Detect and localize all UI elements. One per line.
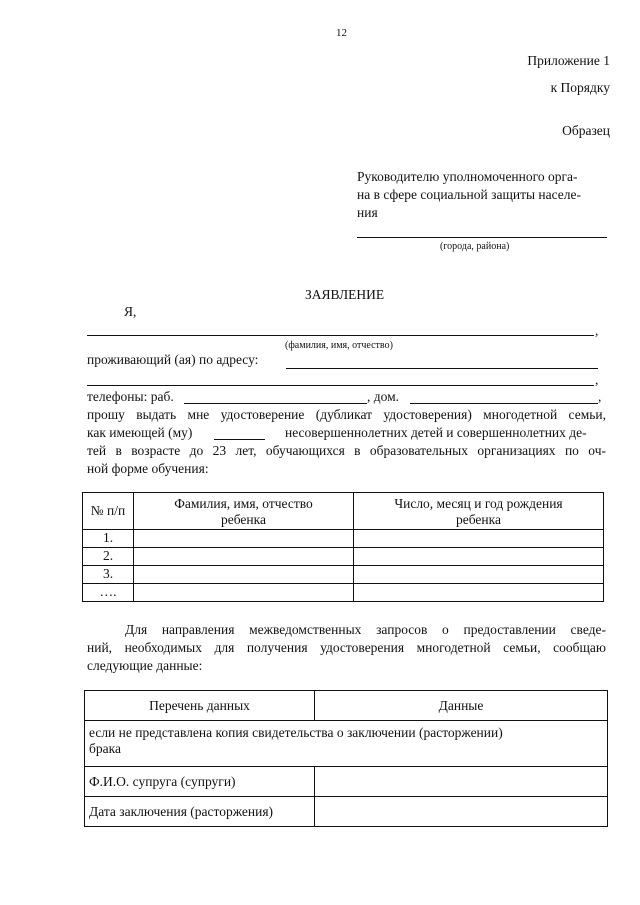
marriage-date-cell[interactable] bbox=[315, 797, 608, 827]
address-label: проживающий (ая) по адресу: bbox=[87, 352, 259, 367]
document-title: ЗАЯВЛЕНИЕ bbox=[305, 287, 385, 302]
row-number: 1. bbox=[83, 530, 134, 548]
data-table-header bbox=[85, 691, 608, 721]
fio-cell[interactable] bbox=[134, 548, 354, 566]
phone-home-line[interactable] bbox=[410, 403, 598, 404]
marriage-copy-note-line-2: брака bbox=[89, 741, 121, 756]
appendix-label: Приложение 1 bbox=[527, 53, 610, 68]
address-line-2[interactable] bbox=[87, 385, 594, 386]
birthdate-cell[interactable] bbox=[354, 566, 604, 584]
sample-label: Образец bbox=[562, 123, 610, 138]
fio-line[interactable] bbox=[87, 335, 594, 336]
row-number: …. bbox=[83, 584, 134, 602]
addressee-line-3: ния bbox=[357, 205, 378, 220]
marriage-copy-note-line-1: если не представлена копия свидетельства о заключении (расторжении) bbox=[89, 725, 503, 740]
request-line-1: прошу выдать мне удостоверение (дубликат удостоверения) многодетной семьи, bbox=[87, 407, 606, 422]
page-number: 12 bbox=[336, 27, 347, 39]
request-line-3: тей в возрасте до 23 лет, обучающихся в образовательных организациях по оч- bbox=[87, 443, 606, 458]
table-row bbox=[85, 767, 608, 797]
fio-cell[interactable] bbox=[134, 566, 354, 584]
header-birthdate-line-1: Число, месяц и год рождения bbox=[394, 496, 563, 511]
row-number: 2. bbox=[83, 548, 134, 566]
table-row bbox=[83, 566, 604, 584]
i-label: Я, bbox=[124, 304, 137, 319]
header-data: Данные bbox=[315, 691, 608, 721]
spouse-name-cell[interactable] bbox=[315, 767, 608, 797]
request-line-2b: несовершеннолетних детей и совершеннолетних де- bbox=[285, 425, 587, 440]
table-row bbox=[83, 530, 604, 548]
interagency-line-2: ний, необходимых для получения удостоверения многодетной семьи, сообщаю bbox=[87, 640, 606, 655]
addressee-city-caption: (города, района) bbox=[440, 241, 510, 252]
birthdate-cell[interactable] bbox=[354, 548, 604, 566]
table-row bbox=[83, 584, 604, 602]
order-label: к Порядку bbox=[550, 80, 610, 95]
interagency-line-1: Для направления межведомственных запросов о предоставлении сведе- bbox=[125, 622, 606, 637]
birthdate-cell[interactable] bbox=[354, 530, 604, 548]
birthdate-cell[interactable] bbox=[354, 584, 604, 602]
table-row bbox=[83, 548, 604, 566]
children-table-header bbox=[83, 493, 604, 530]
header-birthdate-line-2: ребенка bbox=[456, 512, 501, 527]
address-line-1[interactable] bbox=[286, 368, 598, 369]
addressee-line-1: Руководителю уполномоченного орга- bbox=[357, 169, 578, 184]
row-number: 3. bbox=[83, 566, 134, 584]
interagency-line-3: следующие данные: bbox=[87, 658, 203, 673]
marriage-copy-note bbox=[85, 721, 608, 767]
fio-cell[interactable] bbox=[134, 530, 354, 548]
table-row bbox=[85, 797, 608, 827]
header-fio-line-1: Фамилия, имя, отчество bbox=[174, 496, 313, 511]
spouse-name-label: Ф.И.О. супруга (супруги) bbox=[85, 767, 315, 797]
phones-work-label: телефоны: раб. bbox=[87, 389, 174, 404]
fio-comma: , bbox=[595, 323, 599, 338]
phone-work-line[interactable] bbox=[184, 403, 367, 404]
header-birthdate bbox=[354, 493, 604, 530]
addressee-line-2: на в сфере социальной защиты населе- bbox=[357, 187, 582, 202]
children-count-line[interactable] bbox=[214, 439, 265, 440]
header-fio bbox=[134, 493, 354, 530]
request-line-2a: как имеющей (му) bbox=[87, 425, 193, 440]
data-table bbox=[84, 690, 608, 827]
phones-comma: , bbox=[598, 389, 602, 404]
header-number: № п/п bbox=[83, 493, 134, 530]
phones-home-label: , дом. bbox=[367, 389, 400, 404]
marriage-date-label: Дата заключения (расторжения) bbox=[85, 797, 315, 827]
header-list: Перечень данных bbox=[85, 691, 315, 721]
addressee-city-line[interactable] bbox=[357, 237, 607, 238]
children-table bbox=[82, 492, 604, 602]
fio-caption: (фамилия, имя, отчество) bbox=[285, 340, 393, 351]
address-comma: , bbox=[595, 372, 599, 387]
fio-cell[interactable] bbox=[134, 584, 354, 602]
addressee-block bbox=[357, 168, 607, 222]
header-fio-line-2: ребенка bbox=[221, 512, 266, 527]
table-row bbox=[85, 721, 608, 767]
request-line-4: ной форме обучения: bbox=[87, 461, 209, 476]
